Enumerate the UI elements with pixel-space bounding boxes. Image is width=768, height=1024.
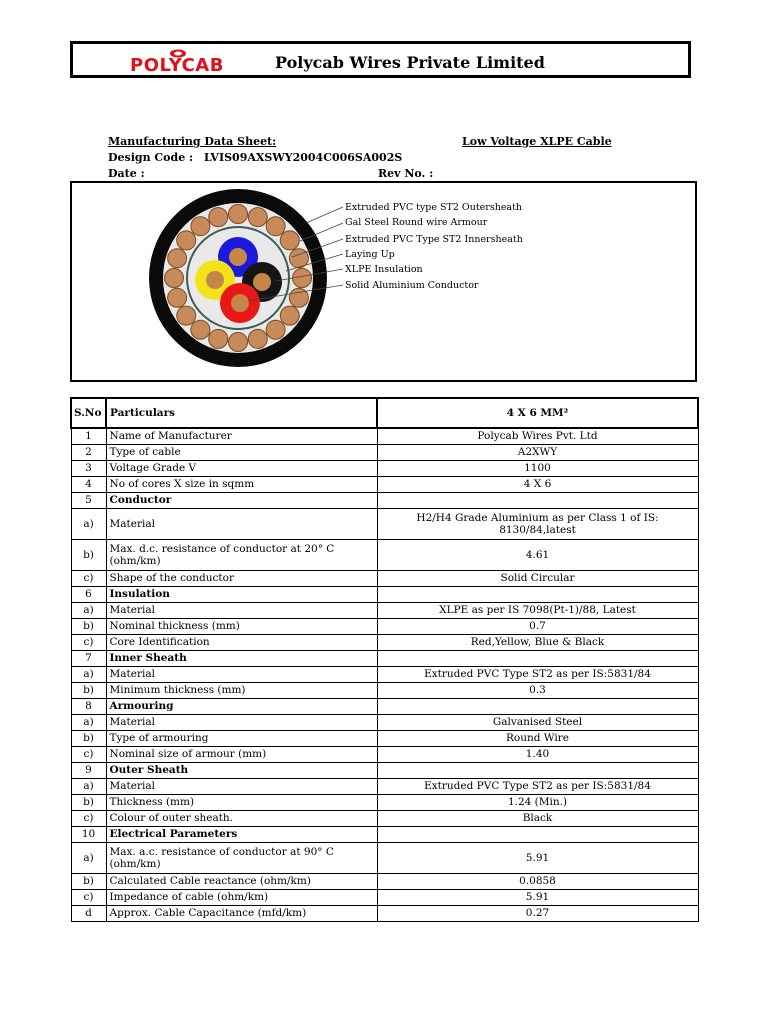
table-row xyxy=(71,476,698,492)
table-section-row xyxy=(71,492,698,508)
value-cell xyxy=(377,586,698,602)
value-cell: XLPE as per IS 7098(Pt-1)/88, Latest xyxy=(377,602,698,618)
sno-cell: a) xyxy=(71,842,106,873)
table-row xyxy=(71,666,698,682)
table-row xyxy=(71,602,698,618)
cable-title: Low Voltage XLPE Cable xyxy=(462,135,612,148)
header-sno: S.No xyxy=(71,398,106,428)
table-row xyxy=(71,746,698,762)
particular-cell: Material xyxy=(106,714,377,730)
particular-cell: Type of armouring xyxy=(106,730,377,746)
particular-cell: Outer Sheath xyxy=(106,762,377,778)
value-cell: 1.24 (Min.) xyxy=(377,794,698,810)
value-cell: 0.0858 xyxy=(377,873,698,889)
particular-cell: Nominal size of armour (mm) xyxy=(106,746,377,762)
design-code-value: LVIS09AXSWY2004C006SA002S xyxy=(204,151,403,164)
table-row xyxy=(71,889,698,905)
armour-wire xyxy=(165,269,184,288)
sno-cell: 9 xyxy=(71,762,106,778)
value-cell: Red,Yellow, Blue & Black xyxy=(377,634,698,650)
diagram-label-outersheath: Extruded PVC type ST2 Outersheath xyxy=(345,202,523,213)
armour-wire xyxy=(191,217,210,236)
table-row xyxy=(71,778,698,794)
sno-cell: a) xyxy=(71,666,106,682)
spec-table-body xyxy=(71,428,698,921)
table-row xyxy=(71,730,698,746)
value-cell xyxy=(377,650,698,666)
diagram-label-armour: Gal Steel Round wire Armour xyxy=(345,217,488,228)
value-cell: Round Wire xyxy=(377,730,698,746)
polycab-logo xyxy=(117,49,237,75)
sno-cell: 1 xyxy=(71,428,106,444)
sno-cell: a) xyxy=(71,508,106,539)
particular-cell: Impedance of cable (ohm/km) xyxy=(106,889,377,905)
armour-wire xyxy=(177,231,196,250)
table-row xyxy=(71,794,698,810)
value-cell xyxy=(377,826,698,842)
sno-cell: c) xyxy=(71,889,106,905)
table-section-row xyxy=(71,762,698,778)
logo-text: POLYCAB xyxy=(130,55,224,76)
armour-wire xyxy=(248,208,267,227)
armour-wire xyxy=(209,329,228,348)
table-row xyxy=(71,428,698,444)
particular-cell: Type of cable xyxy=(106,444,377,460)
spec-table xyxy=(70,397,699,922)
value-cell xyxy=(377,698,698,714)
value-cell: Extruded PVC Type ST2 as per IS:5831/84 xyxy=(377,666,698,682)
table-row xyxy=(71,570,698,586)
particular-cell: Material xyxy=(106,508,377,539)
particular-cell: Conductor xyxy=(106,492,377,508)
header-particulars: Particulars xyxy=(106,398,377,428)
sno-cell: b) xyxy=(71,682,106,698)
armour-wire xyxy=(168,288,187,307)
particular-cell: Voltage Grade V xyxy=(106,460,377,476)
value-cell: 4.61 xyxy=(377,539,698,570)
sno-cell: 5 xyxy=(71,492,106,508)
particular-cell: Material xyxy=(106,666,377,682)
armour-wire xyxy=(229,205,248,224)
value-cell: 5.91 xyxy=(377,889,698,905)
particular-cell: Max. d.c. resistance of conductor at 20° C (ohm/km) xyxy=(106,539,377,570)
armour-wire xyxy=(280,231,299,250)
particular-cell: Shape of the conductor xyxy=(106,570,377,586)
particular-cell: Armouring xyxy=(106,698,377,714)
sno-cell: b) xyxy=(71,618,106,634)
particular-cell: Calculated Cable reactance (ohm/km) xyxy=(106,873,377,889)
table-row xyxy=(71,714,698,730)
table-row xyxy=(71,618,698,634)
table-section-row xyxy=(71,698,698,714)
sno-cell: 2 xyxy=(71,444,106,460)
value-cell: 0.27 xyxy=(377,905,698,921)
value-cell: Galvanised Steel xyxy=(377,714,698,730)
particular-cell: Max. a.c. resistance of conductor at 90° C (ohm/km) xyxy=(106,842,377,873)
armour-wire xyxy=(266,320,285,339)
sno-cell: 4 xyxy=(71,476,106,492)
design-code-label: Design Code : xyxy=(108,151,194,164)
value-cell: Solid Circular xyxy=(377,570,698,586)
value-cell: 4 X 6 xyxy=(377,476,698,492)
sno-cell: b) xyxy=(71,873,106,889)
particular-cell: Name of Manufacturer xyxy=(106,428,377,444)
sno-cell: a) xyxy=(71,714,106,730)
core-red-conductor xyxy=(231,294,249,312)
particular-cell: Thickness (mm) xyxy=(106,794,377,810)
sno-cell: b) xyxy=(71,794,106,810)
value-cell: H2/H4 Grade Aluminium as per Class 1 of IS: 8130/84,latest xyxy=(377,508,698,539)
value-cell: 5.91 xyxy=(377,842,698,873)
table-row xyxy=(71,873,698,889)
diagram-label-conductor: Solid Aluminium Conductor xyxy=(345,280,479,291)
sno-cell: d xyxy=(71,905,106,921)
table-row xyxy=(71,682,698,698)
sno-cell: 3 xyxy=(71,460,106,476)
sno-cell: 8 xyxy=(71,698,106,714)
table-section-row xyxy=(71,586,698,602)
date-label: Date : xyxy=(108,167,145,180)
diagram-label-insulation: XLPE Insulation xyxy=(345,264,423,275)
particular-cell: No of cores X size in sqmm xyxy=(106,476,377,492)
value-cell: 0.7 xyxy=(377,618,698,634)
sno-cell: c) xyxy=(71,810,106,826)
particular-cell: Material xyxy=(106,602,377,618)
table-row xyxy=(71,460,698,476)
sno-cell: c) xyxy=(71,570,106,586)
header-value: 4 X 6 MM² xyxy=(377,398,698,428)
table-section-row xyxy=(71,650,698,666)
sno-cell: 10 xyxy=(71,826,106,842)
particular-cell: Core Identification xyxy=(106,634,377,650)
value-cell: 1.40 xyxy=(377,746,698,762)
particular-cell: Inner Sheath xyxy=(106,650,377,666)
value-cell: A2XWY xyxy=(377,444,698,460)
armour-wire xyxy=(209,208,228,227)
core-yellow-conductor xyxy=(206,271,224,289)
armour-wire xyxy=(293,269,312,288)
diagram-label-laying-up: Laying Up xyxy=(345,249,395,260)
armour-wire xyxy=(177,306,196,325)
armour-wire xyxy=(168,249,187,268)
particular-cell: Nominal thickness (mm) xyxy=(106,618,377,634)
table-header-row xyxy=(71,398,698,428)
armour-wire xyxy=(191,320,210,339)
sno-cell: 6 xyxy=(71,586,106,602)
particular-cell: Material xyxy=(106,778,377,794)
sno-cell: a) xyxy=(71,778,106,794)
table-row xyxy=(71,905,698,921)
core-blue-conductor xyxy=(229,248,247,266)
sno-cell: c) xyxy=(71,746,106,762)
table-row xyxy=(71,810,698,826)
value-cell: Polycab Wires Pvt. Ltd xyxy=(377,428,698,444)
table-row xyxy=(71,444,698,460)
table-section-row xyxy=(71,826,698,842)
particular-cell: Colour of outer sheath. xyxy=(106,810,377,826)
sno-cell: b) xyxy=(71,730,106,746)
value-cell: 1100 xyxy=(377,460,698,476)
header-box xyxy=(70,41,691,78)
core-black-conductor xyxy=(253,273,271,291)
sno-cell: a) xyxy=(71,602,106,618)
value-cell xyxy=(377,492,698,508)
armour-wire xyxy=(248,329,267,348)
sno-cell: 7 xyxy=(71,650,106,666)
rev-label: Rev No. : xyxy=(378,167,434,180)
armour-wire xyxy=(280,306,299,325)
sno-cell: c) xyxy=(71,634,106,650)
particular-cell: Insulation xyxy=(106,586,377,602)
value-cell: Extruded PVC Type ST2 as per IS:5831/84 xyxy=(377,778,698,794)
leader-line xyxy=(306,207,343,223)
table-row xyxy=(71,842,698,873)
diagram-label-innersheath: Extruded PVC Type ST2 Innersheath xyxy=(345,234,523,245)
table-row xyxy=(71,508,698,539)
sno-cell: b) xyxy=(71,539,106,570)
value-cell: Black xyxy=(377,810,698,826)
company-name: Polycab Wires Private Limited xyxy=(275,53,545,72)
table-row xyxy=(71,539,698,570)
value-cell xyxy=(377,762,698,778)
particular-cell: Minimum thickness (mm) xyxy=(106,682,377,698)
sheet-title: Manufacturing Data Sheet: xyxy=(108,135,277,148)
armour-wire xyxy=(229,333,248,352)
cable-diagram-box xyxy=(70,181,697,382)
particular-cell: Approx. Cable Capacitance (mfd/km) xyxy=(106,905,377,921)
particular-cell: Electrical Parameters xyxy=(106,826,377,842)
armour-wire xyxy=(266,217,285,236)
table-row xyxy=(71,634,698,650)
value-cell: 0.3 xyxy=(377,682,698,698)
